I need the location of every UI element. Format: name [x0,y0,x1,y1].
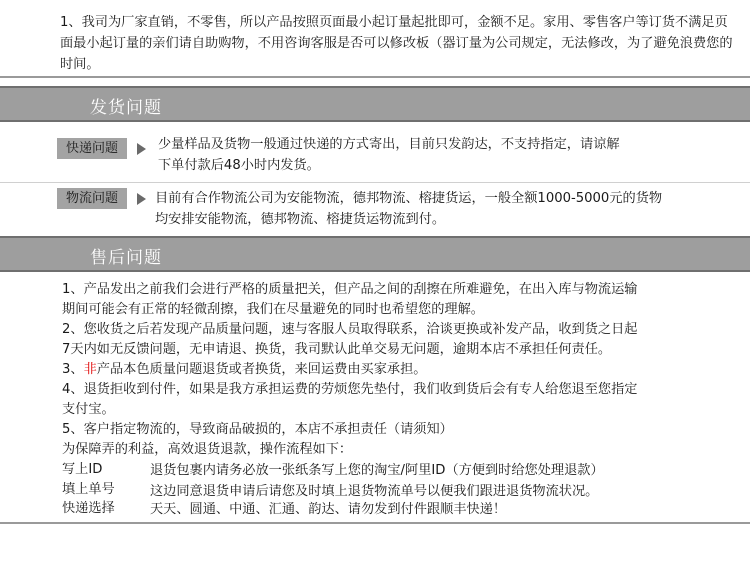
logistics-row [0,182,750,233]
aftersale-line: 7天内如无反馈问题，无申请退、换货，我司默认此单交易无问题，逾期本店不承担任何责任。 [62,342,612,357]
arrow-right-icon [137,193,146,205]
aftersale-line: 4、退货拒收到付件，如果是我方承担运费的劳烦您先垫付，我们收到货后会有专人给您退至您指定 [62,382,638,397]
logistics-line-1: 目前有合作物流公司为安能物流，德邦物流、榕捷货运，一般全额1000-5000元的货物 [155,191,663,206]
logistics-line-2: 均安排安能物流，德邦物流、榕捷货运物流到付。 [155,212,446,227]
shipping-title: 发货问题 [90,98,162,118]
item-prefix: 3、 [62,362,84,377]
item-rest: 产品本色质量问题退货或者换货，来回运费由买家承担。 [96,362,427,377]
express-line-1: 少量样品及货物一般通过快递的方式寄出，目前只发韵达，不支持指定，请谅解 [158,137,620,152]
logistics-tag: 物流问题 [57,188,127,209]
emphasis-text: 非 [83,362,97,377]
aftersale-section-header [0,236,750,272]
intro-text: 1、我司为厂家直销，不零售，所以产品按照页面最小起订量起批即可，金额不足。家用、零售客户等订货不满足页面最小起订量的亲们请自助购物，不用咨询客服是否可以修改板（器订量为公司规定，无法修改，为了避免浪费您的时间。 [60,15,733,72]
aftersale-line-3 [62,360,426,380]
shipping-section-header [0,86,750,122]
aftersale-line: 2、您收货之后若发现产品质量问题，速与客服人员取得联系，洽谈更换或补发产品，收到货之日起 [62,322,638,337]
step-text: 退货包裹内请务必放一张纸条写上您的淘宝/阿里ID（方便到时给您处理退款） [150,463,604,478]
aftersale-line: 5、客户指定物流的，导致商品破损的，本店不承担责任（请须知） [62,422,453,437]
step-text: 天天、圆通、中通、汇通、韵达、请勿发到付件跟顺丰快递！ [150,502,507,517]
step-text: 这边同意退货申请后请您及时填上退货物流单号以便我们跟进退货物流状况。 [150,484,599,499]
express-tag: 快递问题 [57,138,127,159]
aftersale-title: 售后问题 [90,248,162,268]
aftersale-line: 期间可能会有正常的轻微刮擦，我们在尽量避免的同时也希望您的理解。 [62,302,484,317]
step-label: 写上ID [62,462,103,477]
express-row [0,124,750,180]
step-label: 快递选择 [62,501,115,516]
step-label: 填上单号 [62,482,115,497]
aftersale-line: 为保障弄的利益，高效退货退款，操作流程如下： [62,442,353,457]
arrow-right-icon [137,143,146,155]
aftersale-line: 1、产品发出之前我们会进行严格的质量把关，但产品之间的刮擦在所难避免，在出入库与物流运输 [62,282,638,297]
aftersale-body [0,272,750,524]
aftersale-line: 支付宝。 [62,402,115,417]
express-line-2: 下单付款后48小时内发货。 [158,158,320,173]
intro-section [0,0,750,78]
